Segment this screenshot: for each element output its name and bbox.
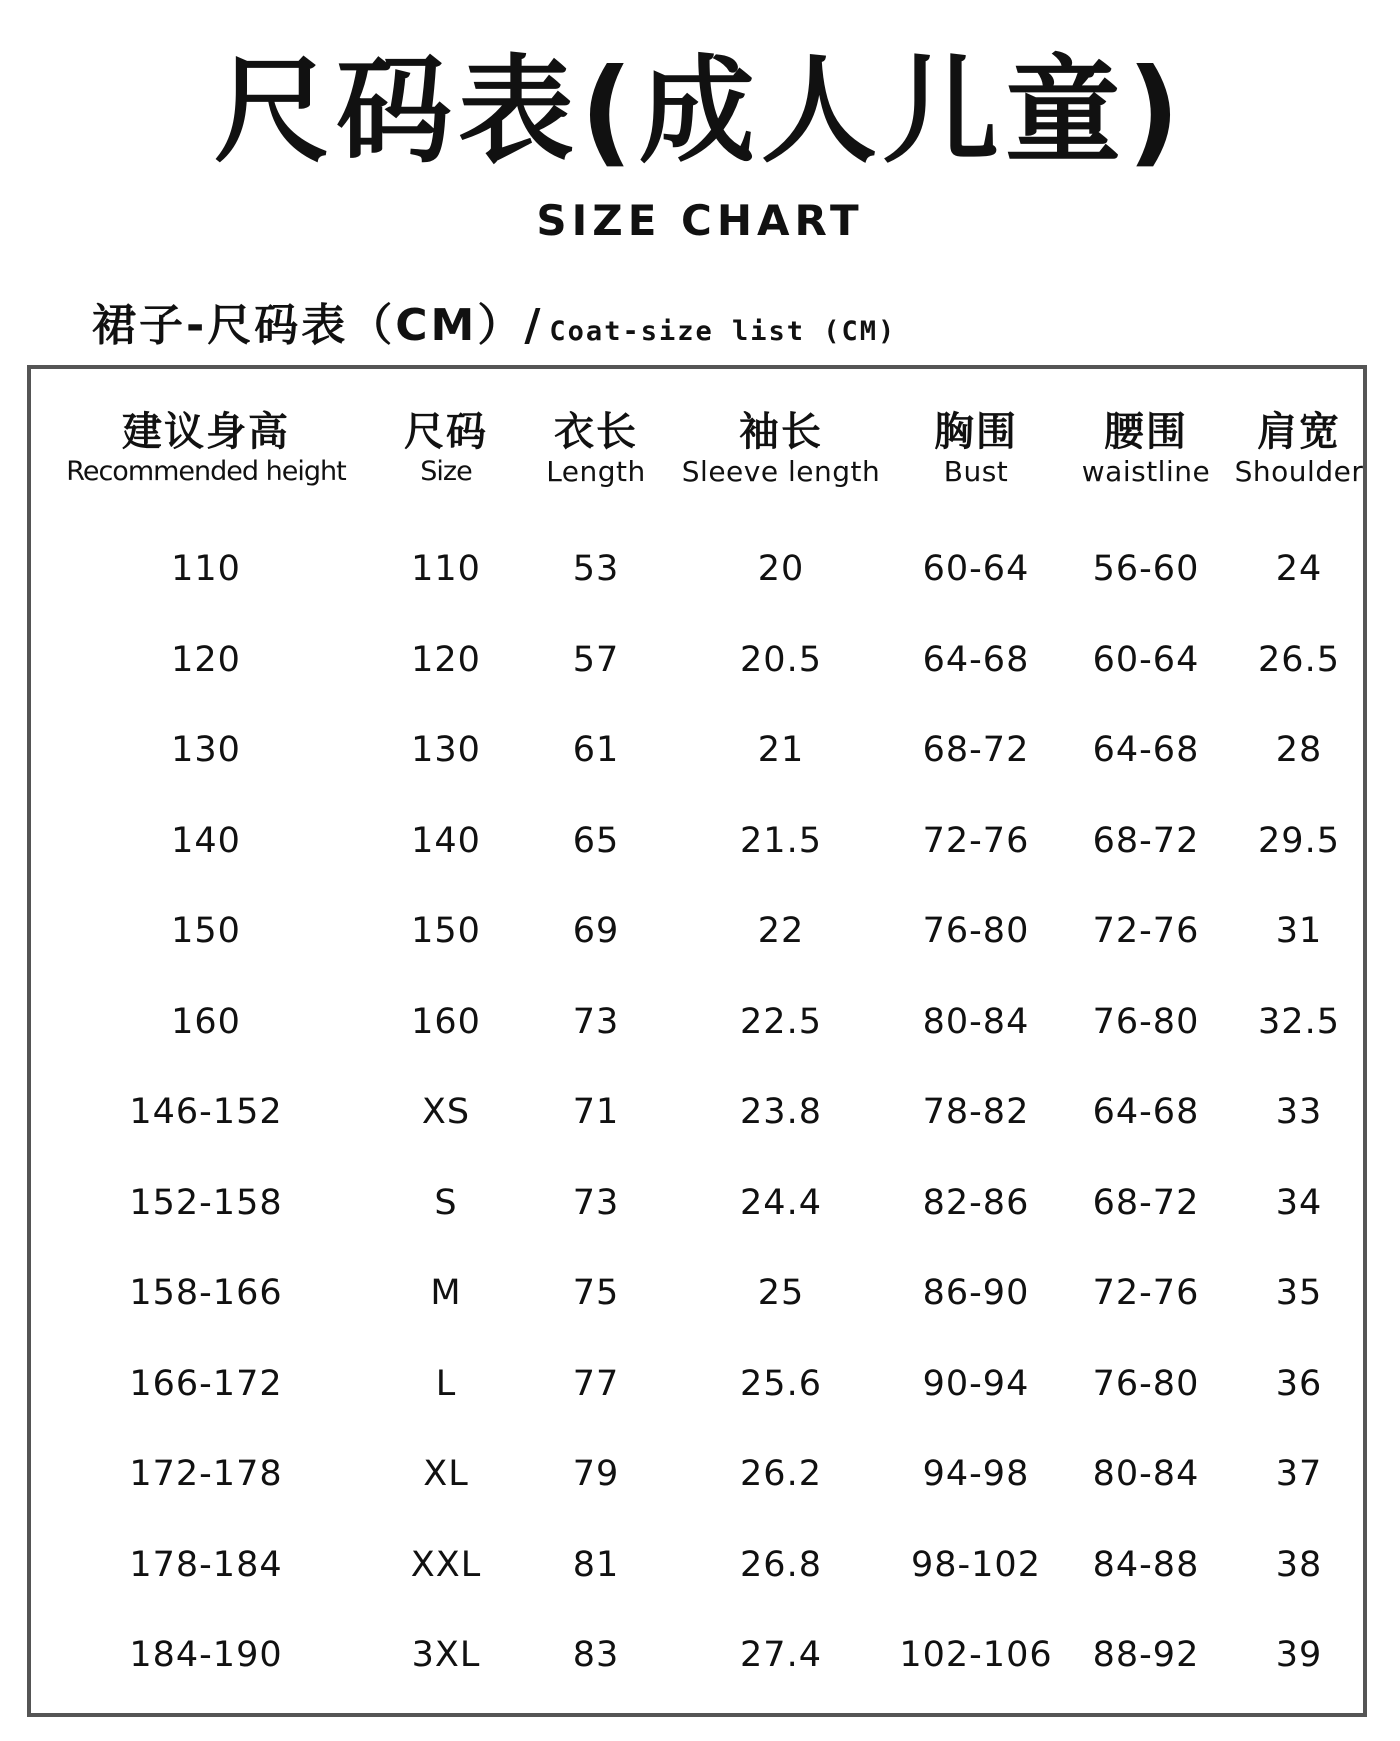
height-cell: 140 bbox=[171, 820, 241, 861]
page-subtitle: SIZE CHART bbox=[536, 196, 864, 245]
waist-cell: 72-76 bbox=[1092, 911, 1200, 951]
header-recommended-height bbox=[31, 409, 381, 489]
sleeve-cell: 25.6 bbox=[740, 1363, 822, 1404]
shoulder-cell: 24 bbox=[1275, 549, 1323, 589]
size-cell: XXL bbox=[410, 1544, 482, 1585]
size-cell: XL bbox=[423, 1454, 469, 1494]
shoulder-cell: 33 bbox=[1275, 1092, 1323, 1132]
length-cell: 53 bbox=[572, 549, 620, 589]
length-cell: 69 bbox=[572, 911, 620, 951]
shoulder-cell: 36 bbox=[1275, 1363, 1323, 1404]
length-cell: 77 bbox=[572, 1363, 620, 1404]
size-cell: 3XL bbox=[411, 1635, 481, 1675]
height-cell: 130 bbox=[171, 730, 241, 770]
waist-cell: 56-60 bbox=[1092, 549, 1200, 589]
sleeve-cell: 26.2 bbox=[740, 1454, 822, 1494]
waist-cell: 76-80 bbox=[1092, 1363, 1200, 1404]
height-cell: 160 bbox=[171, 1001, 241, 1042]
header-length bbox=[516, 409, 676, 489]
shoulder-cell: 29.5 bbox=[1258, 820, 1340, 861]
waist-cell: 64-68 bbox=[1092, 730, 1200, 770]
waist-cell: 68-72 bbox=[1092, 1182, 1200, 1223]
size-cell: 110 bbox=[411, 549, 481, 589]
table-row bbox=[31, 1158, 1363, 1249]
sleeve-cell: 21.5 bbox=[740, 820, 822, 861]
length-cell: 61 bbox=[572, 730, 620, 770]
waist-cell: 88-92 bbox=[1092, 1635, 1200, 1675]
table-header-row bbox=[31, 409, 1363, 519]
size-cell: 160 bbox=[411, 1001, 481, 1042]
header-en: Bust bbox=[943, 455, 1009, 488]
header-shoulder bbox=[1231, 409, 1367, 489]
shoulder-cell: 35 bbox=[1275, 1273, 1323, 1313]
shoulder-cell: 38 bbox=[1275, 1544, 1323, 1585]
size-cell: XS bbox=[421, 1092, 471, 1132]
header-cn: 腰围 bbox=[1104, 409, 1188, 455]
sleeve-cell: 22.5 bbox=[740, 1001, 822, 1042]
header-bust bbox=[891, 409, 1061, 489]
bust-cell: 86-90 bbox=[922, 1273, 1030, 1313]
table-row bbox=[31, 977, 1363, 1068]
length-cell: 83 bbox=[572, 1635, 620, 1675]
height-cell: 120 bbox=[171, 639, 241, 680]
header-cn: 肩宽 bbox=[1257, 409, 1341, 455]
table-row bbox=[31, 1339, 1363, 1430]
sleeve-cell: 24.4 bbox=[740, 1182, 822, 1223]
size-cell: M bbox=[430, 1273, 462, 1313]
bust-cell: 80-84 bbox=[922, 1001, 1030, 1042]
sleeve-cell: 20.5 bbox=[740, 639, 822, 680]
length-cell: 73 bbox=[572, 1182, 620, 1223]
waist-cell: 64-68 bbox=[1092, 1092, 1200, 1132]
header-en: waistline bbox=[1081, 455, 1211, 488]
length-cell: 73 bbox=[572, 1001, 620, 1042]
length-cell: 79 bbox=[572, 1454, 620, 1494]
shoulder-cell: 34 bbox=[1275, 1182, 1323, 1223]
table-row bbox=[31, 886, 1363, 977]
height-cell: 178-184 bbox=[129, 1544, 283, 1585]
header-cn: 衣长 bbox=[554, 409, 638, 455]
height-cell: 152-158 bbox=[129, 1182, 283, 1223]
header-sleeve-length bbox=[671, 409, 891, 489]
height-cell: 166-172 bbox=[129, 1363, 283, 1404]
waist-cell: 60-64 bbox=[1092, 639, 1200, 680]
length-cell: 71 bbox=[572, 1092, 620, 1132]
waist-cell: 68-72 bbox=[1092, 820, 1200, 861]
section-heading-cn: 裙子-尺码表（CM）/ bbox=[92, 300, 544, 351]
size-table bbox=[27, 365, 1367, 1717]
header-cn: 尺码 bbox=[404, 409, 488, 455]
size-cell: 130 bbox=[411, 730, 481, 770]
section-heading-en: Coat-size list (CM) bbox=[549, 316, 897, 347]
table-row bbox=[31, 524, 1363, 615]
sleeve-cell: 23.8 bbox=[740, 1092, 822, 1132]
sleeve-cell: 27.4 bbox=[740, 1635, 822, 1675]
bust-cell: 94-98 bbox=[922, 1454, 1030, 1494]
size-cell: 140 bbox=[411, 820, 481, 861]
bust-cell: 60-64 bbox=[922, 549, 1030, 589]
sleeve-cell: 21 bbox=[757, 730, 805, 770]
header-en: Size bbox=[420, 456, 472, 487]
waist-cell: 80-84 bbox=[1092, 1454, 1200, 1494]
height-cell: 158-166 bbox=[129, 1273, 283, 1313]
height-cell: 172-178 bbox=[129, 1454, 283, 1494]
bust-cell: 72-76 bbox=[922, 820, 1030, 861]
table-row bbox=[31, 1248, 1363, 1339]
sleeve-cell: 26.8 bbox=[740, 1544, 822, 1585]
height-cell: 110 bbox=[171, 549, 241, 589]
header-cn: 袖长 bbox=[739, 409, 823, 455]
header-en: Sleeve length bbox=[681, 455, 881, 488]
height-cell: 184-190 bbox=[129, 1635, 283, 1675]
header-en: Shoulder bbox=[1234, 455, 1364, 488]
header-en: Length bbox=[546, 455, 646, 488]
bust-cell: 68-72 bbox=[922, 730, 1030, 770]
length-cell: 65 bbox=[572, 820, 620, 861]
waist-cell: 76-80 bbox=[1092, 1001, 1200, 1042]
bust-cell: 76-80 bbox=[922, 911, 1030, 951]
size-cell: 120 bbox=[411, 639, 481, 680]
bust-cell: 64-68 bbox=[922, 639, 1030, 680]
table-row bbox=[31, 705, 1363, 796]
table-row bbox=[31, 1067, 1363, 1158]
sleeve-cell: 22 bbox=[757, 911, 805, 951]
table-row bbox=[31, 1520, 1363, 1611]
header-cn: 胸围 bbox=[934, 409, 1018, 455]
height-cell: 150 bbox=[171, 911, 241, 951]
shoulder-cell: 32.5 bbox=[1258, 1001, 1340, 1042]
shoulder-cell: 31 bbox=[1275, 911, 1323, 951]
length-cell: 75 bbox=[572, 1273, 620, 1313]
shoulder-cell: 39 bbox=[1275, 1635, 1323, 1675]
bust-cell: 98-102 bbox=[911, 1544, 1041, 1585]
table-body bbox=[31, 524, 1363, 1701]
shoulder-cell: 37 bbox=[1275, 1454, 1323, 1494]
table-row bbox=[31, 1610, 1363, 1701]
header-en: Recommended height bbox=[66, 456, 346, 487]
bust-cell: 78-82 bbox=[922, 1092, 1030, 1132]
size-cell: S bbox=[434, 1182, 458, 1223]
bust-cell: 82-86 bbox=[922, 1182, 1030, 1223]
sleeve-cell: 20 bbox=[757, 549, 805, 589]
bust-cell: 102-106 bbox=[899, 1635, 1053, 1675]
length-cell: 81 bbox=[572, 1544, 620, 1585]
size-cell: L bbox=[435, 1363, 457, 1404]
table-row bbox=[31, 615, 1363, 706]
waist-cell: 84-88 bbox=[1092, 1544, 1200, 1585]
page-title: 尺码表(成人儿童) bbox=[213, 44, 1187, 179]
bust-cell: 90-94 bbox=[922, 1363, 1030, 1404]
sleeve-cell: 25 bbox=[757, 1273, 805, 1313]
shoulder-cell: 26.5 bbox=[1258, 639, 1340, 680]
header-cn: 建议身高 bbox=[122, 409, 290, 455]
header-size bbox=[371, 409, 521, 489]
header-waistline bbox=[1061, 409, 1231, 489]
height-cell: 146-152 bbox=[129, 1092, 283, 1132]
shoulder-cell: 28 bbox=[1275, 730, 1323, 770]
table-row bbox=[31, 796, 1363, 887]
size-cell: 150 bbox=[411, 911, 481, 951]
waist-cell: 72-76 bbox=[1092, 1273, 1200, 1313]
section-heading bbox=[92, 298, 896, 363]
table-row bbox=[31, 1429, 1363, 1520]
length-cell: 57 bbox=[572, 639, 620, 680]
